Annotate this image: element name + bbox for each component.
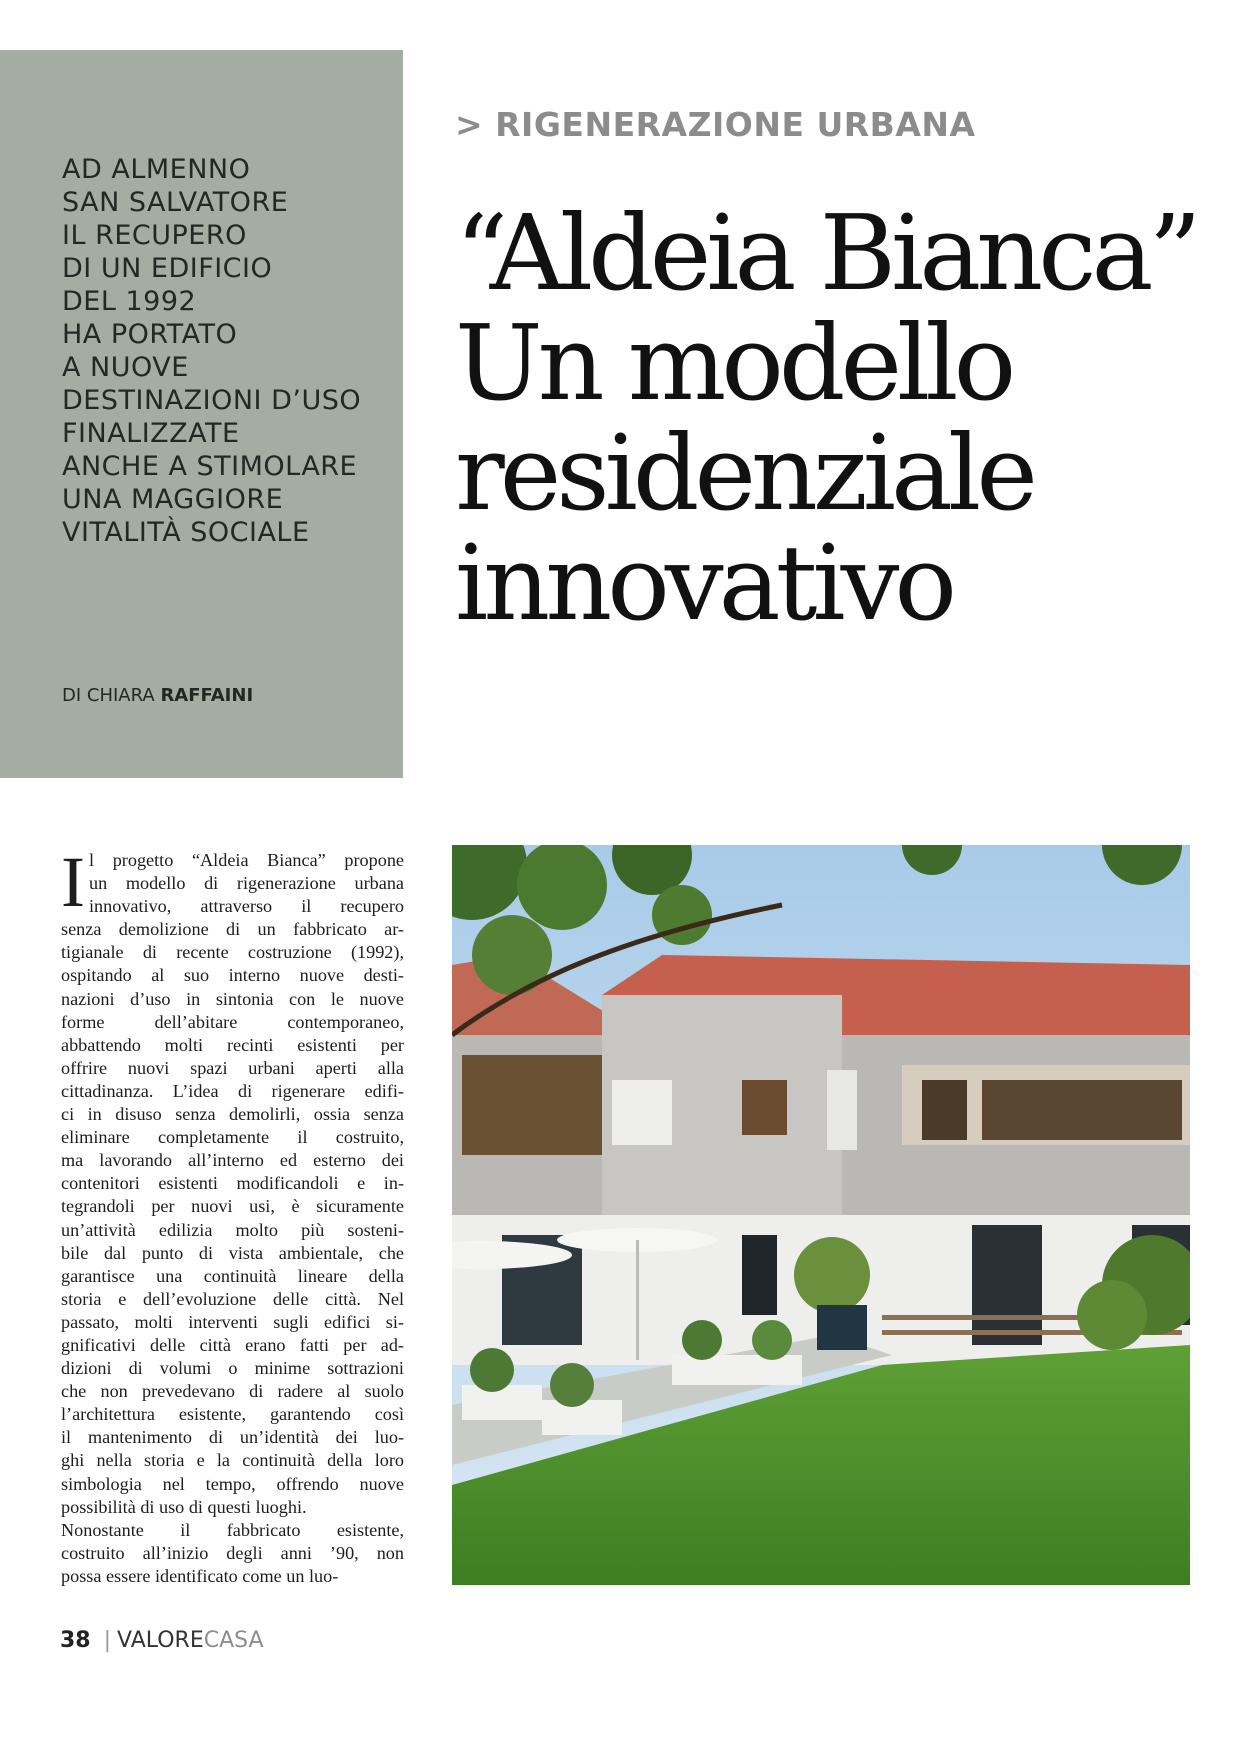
headline-line: “Aldeia Bianca” [455,192,1197,314]
article-line: nazioni d’uso in sintonia con le nuove [61,988,404,1009]
section-kicker: > RIGENERAZIONE URBANA [455,105,976,144]
headline-line: residenziale [455,412,1033,534]
article-line: cittadinanza. L’idea di rigenerare edifi- [61,1080,404,1101]
article-line: ma lavorando all’interno ed esterno dei [61,1150,404,1171]
article-line: ghi nella storia e la continuità della loro [61,1450,404,1471]
article-line: l’architettura esistente, garantendo così [61,1404,404,1425]
article-line: gnificativi delle città erano fatti per ad- [61,1334,404,1355]
article-line: dizioni di volumi o minime sottrazioni [61,1358,404,1379]
article-line: bile dal punto di vista ambientale, che [61,1242,404,1263]
article-line: un modello di rigenerazione urbana [88,873,404,894]
article-line: l progetto “Aldeia Bianca” propone [88,850,404,870]
summary-line: ANCHE A STIMOLARE [62,451,358,482]
summary-line: AD ALMENNO [62,154,251,185]
drop-cap: I [61,842,85,922]
page-number: 38 [60,1628,91,1653]
headline [455,192,1215,644]
summary-line: DI UN EDIFICIO [62,253,273,284]
author-surname: RAFFAINI [160,685,254,706]
article-line: contenitori esistenti modificandoli e in- [61,1173,404,1194]
article-line: garantisce una continuità lineare della [61,1265,404,1286]
article-line: ci in disuso senza demolirli, ossia senza [61,1104,404,1125]
article-line: che non prevedevano di radere al suolo [61,1381,404,1402]
byline-prefix: DI CHIARA [62,685,161,706]
footer-separator: | [103,1628,112,1653]
article-line: senza demolizione di un fabbricato ar- [61,919,404,940]
magazine-name-a: VALORE [117,1628,204,1653]
summary-line: UNA MAGGIORE [62,484,284,515]
article-line: il mantenimento di un’identità dei luo- [61,1427,404,1448]
article-line: costruito all’inizio degli anni ’90, non [61,1542,404,1563]
article-line: innovativo, attraverso il recupero [88,896,404,917]
summary-line: SAN SALVATORE [62,187,289,218]
article-line: tegrandoli per nuovi usi, è sicuramente [61,1196,404,1217]
article-body [61,842,404,1588]
summary-line: HA PORTATO [62,319,238,350]
article-line: tigianale di recente costruzione (1992), [61,942,404,963]
article-line: Nonostante il fabbricato esistente, [61,1519,404,1540]
article-lines [61,918,404,1588]
summary-line: DEL 1992 [62,286,197,317]
summary-line: FINALIZZATE [62,418,240,449]
article-line: simbologia nel tempo, offrendo nuove [61,1473,404,1494]
building-photo [452,845,1190,1585]
article-line: passato, molti interventi sugli edifici si- [61,1311,404,1332]
headline-line: innovativo [455,522,953,644]
summary-line: VITALITÀ SOCIALE [62,517,310,548]
article-line: forme dell’abitare contemporaneo, [61,1011,404,1032]
article-line: storia e dell’evoluzione delle città. Nel [61,1288,404,1309]
byline [62,685,253,706]
article-line: un’attività edilizia molto più sosteni- [61,1219,404,1240]
headline-line: Un modello [455,302,1012,424]
article-line: abbattendo molti recinti esistenti per [61,1034,404,1055]
article-line: offrire nuovi spazi urbani aperti alla [61,1057,404,1078]
page-footer [60,1628,264,1653]
article-line: eliminare completamente il costruito, [61,1127,404,1148]
summary-line: IL RECUPERO [62,220,247,251]
magazine-name-b: CASA [203,1628,264,1653]
summary-text [62,153,361,549]
building-photo-illustration [452,845,1190,1585]
article-line: ospitando al suo interno nuove desti- [61,965,404,986]
summary-line: DESTINAZIONI D’USO [62,385,362,416]
article-line: possa essere identificato come un luo- [61,1565,339,1586]
summary-line: A NUOVE [62,352,189,383]
article-line: possibilità di uso di questi luoghi. [61,1496,307,1517]
